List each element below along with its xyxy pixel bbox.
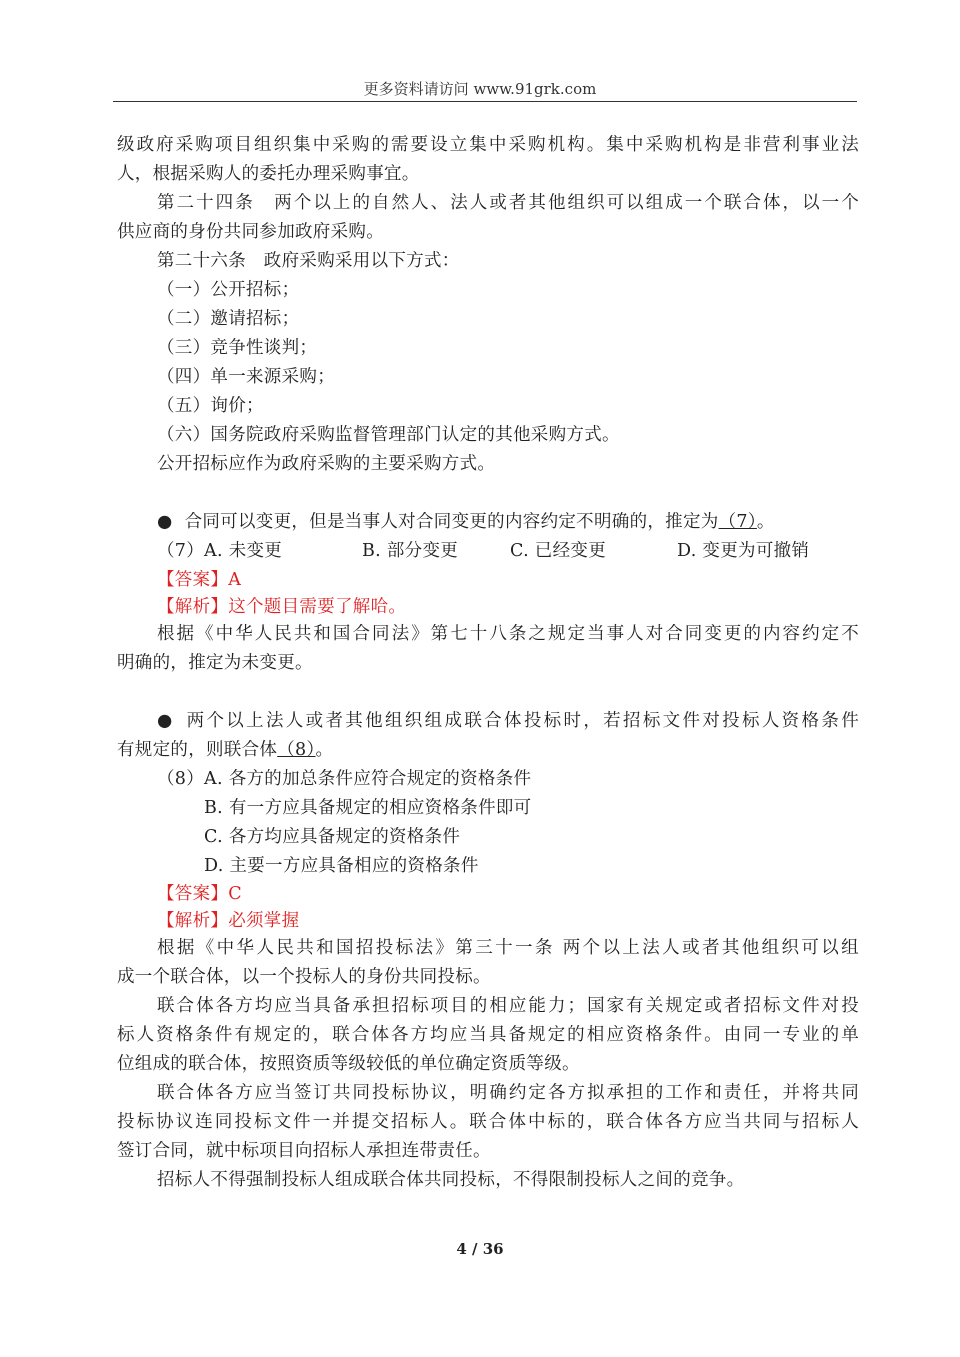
bullet-icon: ●: [157, 711, 173, 731]
explanation-line: 根据《中华人民共和国招投标法》第三十一条 两个以上法人或者其他组织可以组: [157, 938, 859, 958]
option-d: D. 变更为可撤销: [677, 541, 810, 561]
analysis-label: 【解析】这个题目需要了解哈。: [157, 597, 407, 617]
question-text: 合同可以变更，但是当事人对合同变更的内容约定不明确的，推定为: [184, 512, 719, 532]
list-item: （二）邀请招标；: [157, 309, 300, 329]
page-number: 4 / 36: [456, 1240, 504, 1258]
list-item: （五）询价；: [157, 396, 264, 416]
article-26-note: 公开招标应作为政府采购的主要采购方式。: [157, 454, 496, 474]
explanation-line: 招标人不得强制投标人组成联合体共同投标，不得限制投标人之间的竞争。: [157, 1170, 745, 1190]
answer-label: 【答案】A: [157, 570, 242, 590]
answer-label: 【答案】C: [157, 884, 242, 904]
explanation-line: 成一个联合体，以一个投标人的身份共同投标。: [117, 967, 491, 987]
explanation-line: 标人资格条件有规定的，联合体各方均应当具备规定的相应资格条件。由同一专业的单: [117, 1025, 859, 1045]
paragraph-line: 级政府采购项目组织集中采购的需要设立集中采购机构。集中采购机构是非营利事业法: [117, 135, 859, 155]
explanation-line: 联合体各方应当签订共同投标协议，明确约定各方拟承担的工作和责任，并将共同: [157, 1083, 859, 1103]
option-a: （7）A. 未变更: [157, 541, 283, 561]
question-7-stem: [157, 508, 899, 537]
article-24-line: 供应商的身份共同参加政府采购。: [117, 222, 384, 242]
question-blank: （8）: [277, 740, 316, 760]
question-8-stem-cont: [117, 736, 859, 765]
explanation-line: 明确的，推定为未变更。: [117, 653, 313, 673]
option-a: （8）A. 各方的加总条件应符合规定的资格条件: [157, 769, 532, 789]
question-blank: （7）: [718, 512, 757, 532]
explanation-line: 根据《中华人民共和国合同法》第七十八条之规定当事人对合同变更的内容约定不: [157, 624, 859, 644]
explanation-line: 投标协议连同投标文件一并提交招标人。联合体中标的，联合体各方应当共同与招标人: [117, 1112, 859, 1132]
option-c: C. 各方均应具备规定的资格条件: [204, 827, 461, 847]
list-item: （三）竞争性谈判；: [157, 338, 318, 358]
list-item: （六）国务院政府采购监督管理部门认定的其他采购方式。: [157, 425, 620, 445]
article-24-line: 第二十四条 两个以上的自然人、法人或者其他组织可以组成一个联合体，以一个: [157, 193, 859, 213]
option-c: C. 已经变更: [510, 541, 606, 561]
list-item: （四）单一来源采购；: [157, 367, 335, 387]
paragraph-line: 人，根据采购人的委托办理采购事宜。: [117, 164, 420, 184]
option-b: B. 部分变更: [362, 541, 459, 561]
question-end: 。: [756, 512, 775, 532]
header-divider: [113, 101, 857, 102]
question-7-options: [157, 537, 899, 566]
question-end: 。: [315, 740, 334, 760]
question-text: 有规定的，则联合体: [117, 740, 278, 760]
option-d: D. 主要一方应具备相应的资格条件: [204, 856, 479, 876]
question-text: 两个以上法人或者其他组织组成联合体投标时，若招标文件对投标人资格条件: [184, 711, 859, 731]
explanation-line: 联合体各方均应当具备承担招标项目的相应能力；国家有关规定或者招标文件对投: [157, 996, 859, 1016]
explanation-line: 位组成的联合体，按照资质等级较低的单位确定资质等级。: [117, 1054, 580, 1074]
question-8-stem: [157, 707, 859, 736]
explanation-line: 签订合同，就中标项目向招标人承担连带责任。: [117, 1141, 491, 1161]
bullet-icon: ●: [157, 512, 173, 532]
page-header: 更多资料请访问 www.91grk.com: [363, 80, 597, 98]
article-26-title: 第二十六条 政府采购采用以下方式：: [157, 251, 460, 271]
analysis-label: 【解析】必须掌握: [157, 911, 300, 931]
option-b: B. 有一方应具备规定的相应资格条件即可: [204, 798, 532, 818]
list-item: （一）公开招标；: [157, 280, 300, 300]
